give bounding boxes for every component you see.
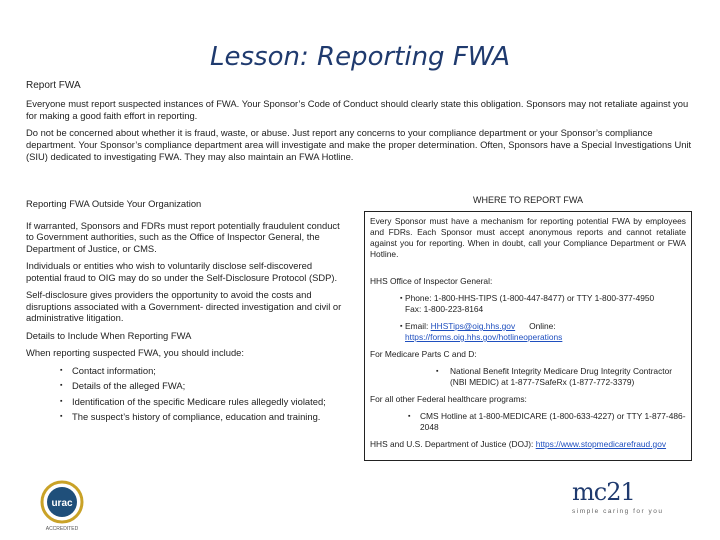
email-link[interactable]: HHSTips@oig.hhs.gov	[430, 321, 516, 331]
intro-paragraph-1: Everyone must report suspected instances of FWA. Your Sponsor’s Code of Conduct should clearly state this obligation. Sponsors may not retaliate against you for making a good faith effort in reporting.	[26, 98, 689, 121]
left-paragraph-1: If warranted, Sponsors and FDRs must report potentially fraudulent conduct to Government authorities, such as the Office of Inspector General, the Department of Justice, or CMS.	[26, 219, 340, 254]
details-heading: Details to Include When Reporting FWA	[26, 329, 192, 341]
phone-text: Phone: 1-800-HHS-TIPS (1-800-447-8477) or TTY 1-800-377-4950	[405, 293, 655, 303]
phone-item	[370, 293, 686, 315]
left-paragraph-2: Individuals or entities who wish to voluntarily disclose self-discovered potential fraud to OIG may do so under the Self-Disclosure Protocol (SDP).	[26, 260, 338, 283]
mc21-tagline: simple caring for you	[572, 508, 664, 515]
urac-logo	[34, 478, 90, 534]
left-paragraph-3: Self-disclosure gives providers the opportunity to avoid the costs and disruptions associated with a Government- directed investigation and civil or administrative litigation.	[26, 289, 342, 323]
list-item: ▪ Details of the alleged FWA;	[72, 380, 344, 392]
online-link[interactable]: https://forms.oig.hhs.gov/hotlineoperations	[405, 332, 563, 342]
section-label: Report FWA	[26, 80, 81, 91]
fax-text: Fax: 1-800-223-8164	[405, 304, 484, 314]
email-item	[370, 321, 686, 343]
details-list	[26, 365, 344, 423]
svg-text:ACCREDITED: ACCREDITED	[45, 526, 79, 532]
report-intro: Every Sponsor must have a mechanism for reporting potential FWA by employees and FDRs. Each Sponsor must accept anonymous reports and cannot retaliate against you for reporting. When in doubt, call your Compliance Department or FWA Hotline.	[370, 216, 686, 259]
report-box	[364, 211, 692, 461]
nbi-item: ▪ National Benefit Integrity Medicare Drug Integrity Contractor (NBI MEDIC) at 1-877-7SafeRx (1-877-772-3379)	[370, 366, 686, 388]
page-title: Lesson: Reporting FWA	[210, 42, 510, 72]
list-item: ▪ Identification of the specific Medicare rules allegedly violated;	[72, 396, 344, 408]
cms-item: ▪ CMS Hotline at 1-800-MEDICARE (1-800-633-4227) or TTY 1-877-486-2048	[370, 411, 686, 433]
left-column	[26, 198, 344, 427]
mc21-logo	[572, 478, 676, 515]
doj-link[interactable]: https://www.stopmedicarefraud.gov	[535, 439, 667, 449]
mc21-mark: mc21	[572, 478, 635, 506]
right-column	[364, 195, 692, 461]
doj-label: HHS and U.S. Department of Justice (DOJ):	[370, 439, 534, 449]
other-label: For all other Federal healthcare programs:	[370, 394, 527, 404]
doj-line	[370, 439, 686, 450]
online-label: Online:	[529, 321, 556, 331]
outside-org-heading: Reporting FWA Outside Your Organization	[26, 198, 202, 209]
list-item: ▪ The suspect’s history of compliance, education and training.	[72, 411, 344, 423]
urac-seal-icon	[34, 478, 90, 534]
svg-text:urac: urac	[51, 498, 73, 509]
hhs-label: HHS Office of Inspector General:	[370, 276, 493, 286]
where-to-report-heading: WHERE TO REPORT FWA	[472, 195, 583, 205]
list-item: ▪ Contact information;	[72, 365, 344, 377]
details-intro: When reporting suspected FWA, you should include:	[26, 347, 244, 358]
parts-label: For Medicare Parts C and D:	[370, 349, 477, 359]
email-label: Email:	[405, 321, 429, 331]
intro-paragraph-2: Do not be concerned about whether it is fraud, waste, or abuse. Just report any concerns to your compliance department or your Sponsor’s compliance department. Your Sponsor’s compliance department area will investigate and make the proper determination. Often, Sponsors have a Special Investigations Unit (SIU) dedicated to investigating FWA. They may also maintain an FWA Hotline.	[26, 127, 692, 162]
